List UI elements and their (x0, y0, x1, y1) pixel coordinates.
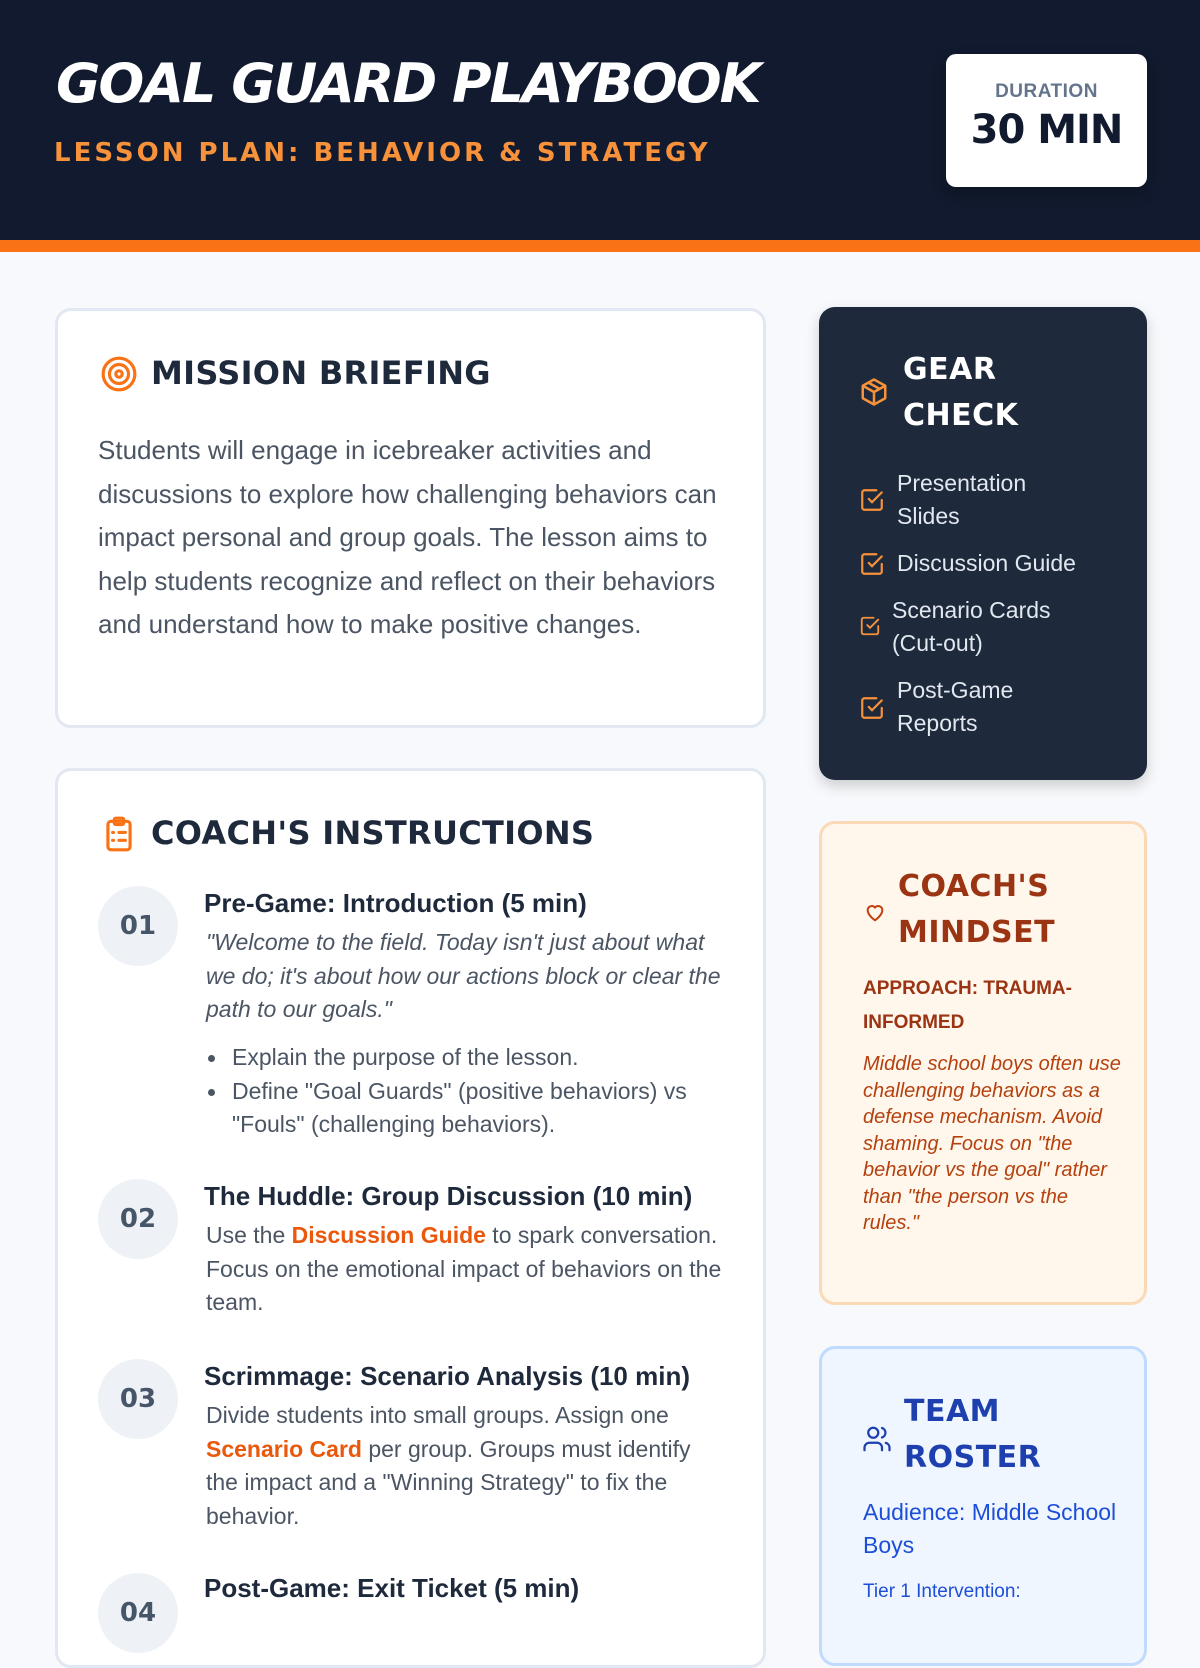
step-number: 04 (98, 1573, 178, 1653)
step-title: The Huddle: Group Discussion (10 min) (204, 1181, 693, 1211)
step-text-post: to spark conversation. Focus on the emotional impact of behaviors on the team. (206, 1222, 722, 1315)
step-bullet-list (232, 1041, 732, 1142)
coach-mindset-card (819, 821, 1147, 1305)
gear-check-title: GEAR CHECK (903, 352, 1019, 433)
page-subtitle: LESSON PLAN: BEHAVIOR & STRATEGY (54, 138, 711, 168)
roster-audience: Audience: Middle School Boys (863, 1499, 1117, 1558)
clipboard-icon (100, 815, 138, 858)
check-square-icon (859, 551, 885, 582)
step-quote: "Welcome to the field. Today isn't just about what we do; it's about how our actions block or clear the path to our goals." (206, 929, 721, 1022)
check-square-icon (859, 615, 881, 642)
step-text (206, 1399, 726, 1533)
page-title: GOAL GUARD PLAYBOOK (56, 52, 760, 115)
step-number: 02 (98, 1179, 178, 1259)
step-title: Scrimmage: Scenario Analysis (10 min) (204, 1361, 691, 1391)
team-roster-card (819, 1346, 1147, 1666)
duration-badge (946, 54, 1147, 187)
coach-mindset-title: COACH'S MINDSET (898, 869, 1056, 950)
target-icon (100, 355, 138, 398)
gear-item: Discussion Guide (897, 550, 1076, 576)
mindset-approach: APPROACH: TRAUMA-INFORMED (863, 978, 1072, 1033)
scenario-card-link[interactable]: Scenario Card (206, 1435, 362, 1462)
gear-check-card (819, 307, 1147, 780)
gear-item: Post-Game Reports (897, 677, 1014, 736)
roster-tier: Tier 1 Intervention: (863, 1581, 1021, 1602)
step-text (206, 1219, 726, 1320)
duration-value: 30 MIN (970, 107, 1123, 153)
users-icon (862, 1424, 892, 1459)
header-accent-bar (0, 240, 1200, 252)
step-number: 01 (98, 886, 178, 966)
duration-label: DURATION (995, 81, 1098, 102)
mindset-text: Middle school boys often use challenging behaviors as a defense mechanism. Avoid shaming. Focus on "the behavior vs the goal" rather than "the person vs the rules." (863, 1053, 1121, 1234)
team-roster-title: TEAM ROSTER (904, 1394, 1042, 1475)
heart-icon (864, 901, 886, 928)
mission-briefing-card (55, 308, 766, 728)
step-text-post: per group. Groups must identify the impact and a "Winning Strategy" to fix the behavior. (206, 1435, 691, 1529)
package-icon (859, 377, 889, 412)
list-item: Define "Goal Guards" (positive behaviors) vs "Fouls" (challenging behaviors). (232, 1075, 732, 1142)
list-item: Explain the purpose of the lesson. (232, 1041, 732, 1075)
coach-instructions-title: COACH'S INSTRUCTIONS (151, 814, 595, 852)
discussion-guide-link[interactable]: Discussion Guide (291, 1222, 486, 1248)
check-square-icon (859, 695, 885, 726)
step-title: Post-Game: Exit Ticket (5 min) (204, 1573, 580, 1603)
gear-item: Presentation Slides (897, 470, 1027, 529)
step-text-pre: Use the (206, 1222, 292, 1248)
gear-item: Scenario Cards (Cut-out) (892, 597, 1051, 656)
check-square-icon (859, 487, 885, 518)
step-text-pre: Divide students into small groups. Assign one (206, 1402, 669, 1428)
page-header (0, 0, 1200, 240)
step-number: 03 (98, 1359, 178, 1439)
step-title: Pre-Game: Introduction (5 min) (204, 888, 587, 918)
coach-instructions-card (55, 768, 766, 1668)
mission-briefing-title: MISSION BRIEFING (151, 354, 491, 392)
mission-briefing-text: Students will engage in icebreaker activities and discussions to explore how challenging behaviors can impact personal and group goals. The lesson aims to help students recognize and reflect on their behaviors and understand how to make positive changes. (98, 435, 717, 639)
